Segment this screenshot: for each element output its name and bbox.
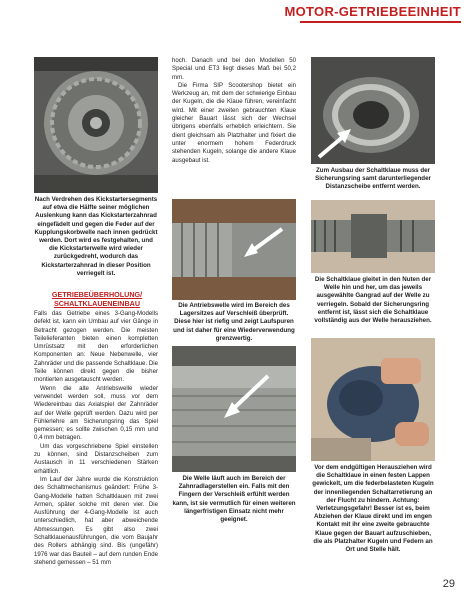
- caption-cloth-wrap: Vor dem endgültigen Herausziehen wird die Schaltklaue in einen festen Lappen gewickelt, um die federbelasteten Kugeln der innenliegenden Schaltarretierung an der Flucht zu hindern. Achtung: Verletzungsgefahr! Besser ist es, beim Abziehen der Klaue direkt und im engen Kontakt mit ihr eine zweite gebrauchte Klaue gegen der Bauart aufzuschieben, die als Platzhalter Kugeln und Federn an Ort und Stelle hält.: [312, 464, 434, 554]
- caption-gear-bearing: Die Welle läuft auch im Bereich der Zahnradlagerstellen ein. Falls mit den Fingern der Verschleiß erfühlt werden kann, ist sie vermutlich für einen weiteren längerfristigen Einsatz nicht mehr geeignet.: [172, 475, 296, 524]
- paragraph: Wenn die alte Antriebswelle wieder verwendet werden soll, muss vor dem Wiedereinbau das Axialspiel der Zahnräder auf der Welle geprüft werden. Dazu wird per Fühlerlehre am Sicherungsring das Spiel gemessen; es sollte zwischen 0,15 mm und 0,4 mm betragen.: [34, 384, 158, 442]
- photo-cloth-wrap: [311, 338, 435, 461]
- caption-circlip: Zum Ausbau der Schaltklaue muss der Sicherungsring samt darunterliegender Distanzscheibe entfernt werden.: [315, 167, 431, 191]
- paragraph: Um das vorgeschriebene Spiel einstellen zu können, sind Distanzscheiben zum Austausch in 11 verschiedenen Stärken erhältlich.: [34, 442, 158, 475]
- paragraph: Falls das Getriebe eines 3-Gang-Modells defekt ist, kann ein Umbau auf vier Gänge in Betracht gezogen werden. Die meisten Teilelieferanten bieten einen kompletten Umrüstsatz mit den erforderlichen Komponenten an: Neue Nebenwelle, vier Zahnräder und die passende Schaltklaue. Die Teile können direkt gegen die bisher montierten ausgetauscht werden.: [34, 310, 158, 384]
- photo-shifter-claw: [311, 200, 435, 273]
- caption-shifter-claw: Die Schaltklaue gleitet in den Nuten der Welle hin und her, um das jeweils ausgewählte Gangrad auf der Welle zu verriegeln. Sobald der Sicherungsring entfernt ist, lässt sich die Schaltklaue vollständig aus der Welle herausziehen.: [314, 276, 432, 325]
- page-number: 29: [442, 578, 455, 590]
- photo-kickstarter-gear: [34, 57, 158, 193]
- section-subheading: GETRIEBEÜBERHOLUNG/ SCHALTKLAUENEINBAU: [51, 290, 143, 308]
- paragraph: Im Lauf der Jahre wurde die Konstruktion des Schaltmechanismus geändert: Frühe 3-Gang-Modelle hatten Schaltklauen mit zwei Armen, später solche mit deren vier. Die Ausführung der 4-Gang-Modelle ist auch unterschiedlich, hat aber abweichende Abmessungen. Es gibt also zwei Schaltklauenausführungen, die vom Baujahr des Rollers abhängig sind. Bis (ungefähr) 1976 war das Bauteil – auf dem runden Ende stehend gemessen – 51 mm: [34, 475, 158, 566]
- paragraph: Die Firma SIP Scootershop bietet ein Werkzeug an, mit dem der schwierige Einbau der Kugeln, die die Klaue führen, vereinfacht wird. Mit einer zweiten gebrauchten Klaue gleicher Bauart lässt sich der Wechsel übrigens ebenfalls erheblich erleichtern. Sie dient gleichsam als Platzhalter und fixiert die unter enormem hohem Federdruck stehenden Kugeln, solange die andere Klaue ausgebaut ist.: [172, 81, 296, 164]
- photo-gear-bearing: [172, 346, 296, 472]
- paragraph: hoch. Danach und bei den Modellen 50 Special und ET3 liegt dieses Maß bei 50,2 mm.: [172, 57, 296, 81]
- photo-drive-shaft: [172, 199, 296, 300]
- section-title: MOTOR-GETRIEBEEINHEIT: [284, 4, 461, 19]
- photo-circlip: [311, 57, 435, 164]
- left-column-text: [34, 310, 158, 567]
- middle-column-text: [172, 57, 296, 165]
- caption-kickstarter: Nach Verdrehen des Kickstartersegments auf etwa die Hälfte seiner möglichen Auslenkung kann das Kickstarterzahnrad eingefädelt und gegen die Feder auf der Kupplungskorbwelle nach innen gedrückt werden. Dort wird es festgehalten, und die Kickstarterwelle wird wieder zurückgedreht, wodurch das Kickstarterzahnrad in dieser Position verriegelt ist.: [34, 196, 158, 277]
- header-divider: [300, 21, 461, 23]
- caption-drive-shaft: Die Antriebswelle wird im Bereich des Lagersitzes auf Verschleiß überprüft. Diese hier ist riefig und zeigt Laufspuren und ist daher für eine Wiederverwendung grenzwertig.: [173, 302, 295, 342]
